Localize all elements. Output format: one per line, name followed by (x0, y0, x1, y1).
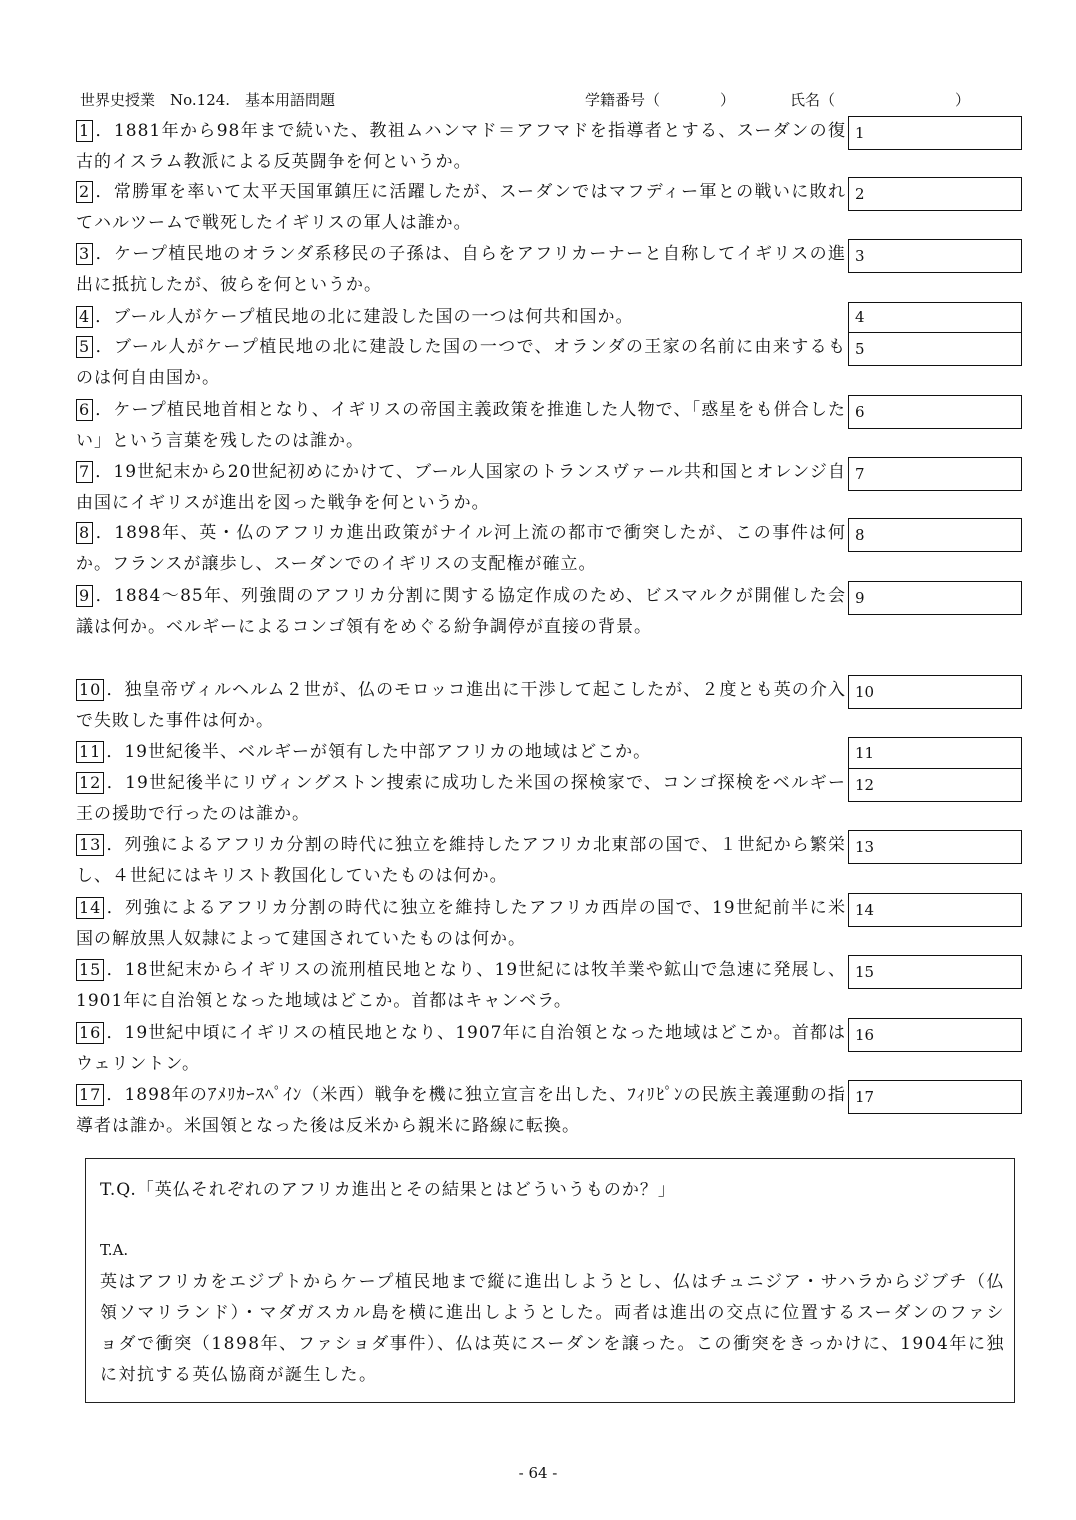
answer-box[interactable]: 9 (848, 581, 1022, 615)
answer-box[interactable]: 16 (848, 1018, 1022, 1052)
question-number: 17 (76, 1084, 104, 1106)
question-text: ．19世紀中頃にイギリスの植民地となり、1907年に自治領となった地域はどこか。首都はウェリントン。 (76, 1023, 846, 1074)
answer-box[interactable]: 4 (848, 302, 1022, 333)
question-number: 10 (76, 679, 104, 701)
page-number: - 64 - (518, 1464, 558, 1482)
answer-box[interactable]: 2 (848, 177, 1022, 211)
answer-box[interactable]: 6 (848, 395, 1022, 429)
student-id-field[interactable]: 学籍番号（ ） (585, 91, 736, 109)
answer-box[interactable]: 3 (848, 239, 1022, 273)
question-number: 7 (76, 461, 93, 483)
question-text: ．ブール人がケープ植民地の北に建設した国の一つで、オランダの王家の名前に由来するものは何自由国か。 (76, 337, 846, 388)
question-number: 16 (76, 1022, 104, 1044)
question-number: 14 (76, 897, 104, 919)
question-text: ．列強によるアフリカ分割の時代に独立を維持したアフリカ西岸の国で、19世紀前半に米国の解放黒人奴隷によって建国されていたものは何か。 (76, 898, 846, 949)
question-text: ．19世紀末から20世紀初めにかけて、ブール人国家のトランスヴァール共和国とオレンジ自由国にイギリスが進出を図った戦争を何というか。 (76, 462, 846, 513)
course-title: 世界史授業 No.124. 基本用語問題 (80, 91, 336, 109)
question-text: ．ケープ植民地のオランダ系移民の子孫は、自らをアフリカーナーと自称してイギリスの進出に抵抗したが、彼らを何というか。 (76, 244, 846, 295)
question-text: ．1884～85年、列強間のアフリカ分割に関する協定作成のため、ビスマルクが開催した会議は何か。ベルギーによるコンゴ領有をめぐる紛争調停が直接の背景。 (76, 586, 846, 637)
answer-box[interactable]: 5 (848, 332, 1022, 366)
answer-box[interactable]: 10 (848, 675, 1022, 709)
question-text: ．1881年から98年まで続いた、教祖ムハンマド＝アフマドを指導者とする、スーダンの復古的イスラム教派による反英闘争を何というか。 (76, 121, 846, 172)
question-text: ．列強によるアフリカ分割の時代に独立を維持したアフリカ北東部の国で、１世紀から繁栄し、４世紀にはキリスト教国化していたものは何か。 (76, 835, 846, 886)
answer-box[interactable]: 15 (848, 955, 1022, 989)
answer-box[interactable]: 11 (848, 737, 1022, 769)
question-number: 3 (76, 243, 93, 265)
question-number: 11 (76, 741, 104, 763)
answer-box[interactable]: 14 (848, 893, 1022, 927)
question-text: ．1898年のｱﾒﾘｶｰｽﾍﾟｲﾝ（米西）戦争を機に独立宣言を出した、ﾌｨﾘﾋﾟﾝの民族主義運動の指導者は誰か。米国領となった後は反米から親米に路線に転換。 (76, 1085, 846, 1136)
answer-box[interactable]: 12 (848, 768, 1022, 802)
answer-box[interactable]: 7 (848, 457, 1022, 491)
question-text: ．19世紀後半にリヴィングストン捜索に成功した米国の探検家で、コンゴ探検をベルギー王の援助で行ったのは誰か。 (76, 773, 846, 824)
theme-answer-label: T.A. (100, 1241, 129, 1259)
question-number: 4 (76, 306, 93, 328)
answer-box[interactable]: 17 (848, 1080, 1022, 1114)
question-number: 2 (76, 181, 93, 203)
question-number: 5 (76, 336, 93, 358)
tq-ta-box (85, 1158, 1015, 1403)
question-text: ．常勝軍を率いて太平天国軍鎮圧に活躍したが、スーダンではマフディー軍との戦いに敗れてハルツームで戦死したイギリスの軍人は誰か。 (76, 182, 846, 233)
question-text: ．18世紀末からイギリスの流刑植民地となり、19世紀には牧羊業や鉱山で急速に発展し、1901年に自治領となった地域はどこか。首都はキャンベラ。 (76, 960, 846, 1011)
question-text: ．19世紀後半、ベルギーが領有した中部アフリカの地域はどこか。 (106, 742, 652, 762)
question-number: 8 (76, 522, 93, 544)
question-number: 13 (76, 834, 104, 856)
question-text: ．1898年、英・仏のアフリカ進出政策がナイル河上流の都市で衝突したが、この事件は何か。フランスが譲歩し、スーダンでのイギリスの支配権が確立。 (76, 523, 846, 574)
theme-answer-text: 英はアフリカをエジプトからケープ植民地まで縦に進出しようとし、仏はチュニジア・サハラからジブチ（仏領ソマリランド）・マダガスカル島を横に進出しようとした。両者は進出の交点に位置するスーダンのファショダで衝突（1898年、ファショダ事件）、仏は英にスーダンを譲った。この衝突をきっかけに、1904年に独に対抗する英仏協商が誕生した。 (100, 1272, 1005, 1385)
question-number: 15 (76, 959, 104, 981)
answer-box[interactable]: 1 (848, 116, 1022, 150)
question-number: 12 (76, 772, 104, 794)
question-number: 1 (76, 120, 93, 142)
answer-box[interactable]: 13 (848, 830, 1022, 864)
question-text: ．ケープ植民地首相となり、イギリスの帝国主義政策を推進した人物で、「惑星をも併合したい」という言葉を残したのは誰か。 (76, 400, 846, 451)
question-number: 6 (76, 399, 93, 421)
question-text: ．ブール人がケープ植民地の北に建設した国の一つは何共和国か。 (95, 307, 634, 327)
question-text: ．独皇帝ヴィルヘルム２世が、仏のモロッコ進出に干渉して起こしたが、２度とも英の介入で失敗した事件は何か。 (76, 680, 846, 731)
question-number: 9 (76, 585, 93, 607)
answer-box[interactable]: 8 (848, 518, 1022, 552)
header (80, 88, 1030, 112)
theme-question: T.Q.「英仏それぞれのアフリカ進出とその結果とはどういうものか？」 (100, 1180, 676, 1200)
name-field[interactable]: 氏名（ ） (790, 91, 971, 109)
